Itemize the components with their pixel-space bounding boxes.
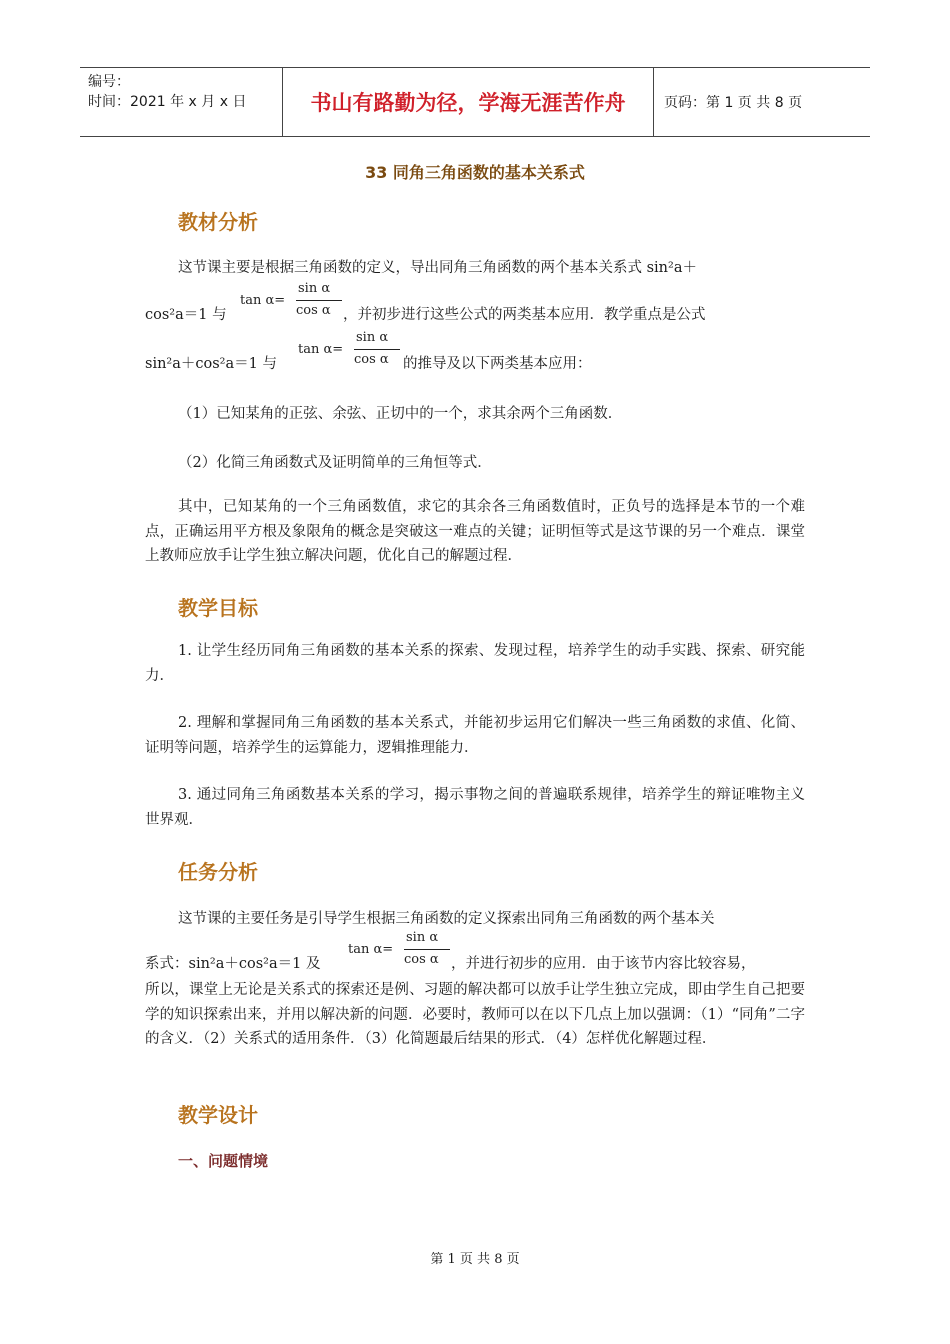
number-label: 编号： — [88, 74, 130, 90]
list-item: （1）已知某角的正弦、余弦、正切中的一个，求其余两个三角函数． — [178, 406, 623, 422]
document-title: 33 同角三角函数的基本关系式 — [365, 163, 585, 182]
paragraph: 所以，课堂上无论是关系式的探索还是例、习题的解决都可以放手让学生独立完成，即由学生自己把要学的知识探索出来，并用以解决新的问题．必要时，教师可以在以下几点上加以强调：（1）“同角”二字的含义．（2）关系式的适用条件．（3）化简题最后结果的形式．（4）怎样优化解题过程． — [145, 982, 805, 1047]
paragraph-line: sin²a＋cos²a＝1 与 — [145, 356, 277, 372]
paragraph-line: 系式：sin²a＋cos²a＝1 及 — [145, 956, 321, 972]
fraction-bar — [296, 300, 342, 301]
formula-numerator: sin α — [356, 330, 389, 345]
formula-tan: tan α= — [348, 942, 394, 957]
formula-numerator: sin α — [298, 281, 331, 296]
section-heading-material-analysis: 教材分析 — [178, 210, 258, 234]
goal-item: 1. 让学生经历同角三角函数的基本关系的探索、发现过程，培养学生的动手实践、探索、研究能力． — [145, 643, 805, 684]
formula-denominator: cos α — [354, 352, 389, 367]
paragraph-line: ，并初步进行这些公式的两类基本应用．教学重点是公式 — [343, 307, 706, 323]
goal-item: 2. 理解和掌握同角三角函数的基本关系式，并能初步运用它们解决一些三角函数的求值、化简、证明等问题，培养学生的运算能力，逻辑推理能力． — [145, 715, 805, 756]
formula-denominator: cos α — [404, 952, 439, 967]
section-heading-teaching-design: 教学设计 — [178, 1103, 258, 1127]
time-label: 时间：2021 年 x 月 x 日 — [88, 94, 247, 110]
paragraph-line: ，并进行初步的应用．由于该节内容比较容易， — [451, 956, 756, 972]
formula-denominator: cos α — [296, 303, 331, 318]
formula-tan: tan α= — [240, 293, 286, 308]
header-motto: 书山有路勤为径，学海无涯苦作舟 — [282, 68, 654, 136]
page-footer: 第 1 页 共 8 页 — [430, 1252, 520, 1267]
fraction-bar — [354, 349, 400, 350]
formula-tan: tan α= — [298, 342, 344, 357]
section-heading-teaching-goals: 教学目标 — [178, 596, 258, 620]
header-page-info: 页码：第 1 页 共 8 页 — [664, 95, 803, 111]
goal-item: 3. 通过同角三角函数基本关系的学习，揭示事物之间的普遍联系规律，培养学生的辩证唯物主义世界观． — [145, 787, 805, 828]
page-header — [80, 67, 870, 137]
header-meta — [80, 68, 282, 136]
paragraph-line: 的推导及以下两类基本应用： — [403, 356, 592, 372]
fraction-bar — [404, 949, 450, 950]
section-heading-task-analysis: 任务分析 — [178, 860, 258, 884]
list-item: （2）化简三角函数式及证明简单的三角恒等式． — [178, 455, 492, 471]
subsection-heading: 一、问题情境 — [178, 1152, 269, 1170]
paragraph-line: cos²a＝1 与 — [145, 307, 227, 323]
formula-numerator: sin α — [406, 930, 439, 945]
paragraph-line: 这节课主要是根据三角函数的定义，导出同角三角函数的两个基本关系式 sin²a＋ — [178, 260, 697, 276]
paragraph: 其中，已知某角的一个三角函数值，求它的其余各三角函数值时，正负号的选择是本节的一个难点，正确运用平方根及象限角的概念是突破这一难点的关键；证明恒等式是这节课的另一个难点．课堂上教师应放手让学生独立解决问题，优化自己的解题过程． — [145, 499, 805, 564]
paragraph-line: 这节课的主要任务是引导学生根据三角函数的定义探索出同角三角函数的两个基本关 — [178, 911, 715, 927]
